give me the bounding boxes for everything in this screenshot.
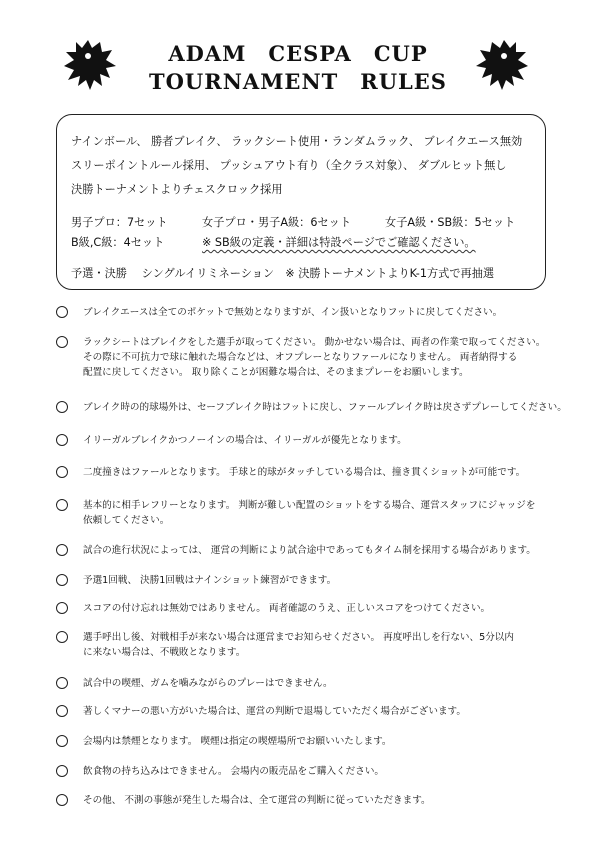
rule-text: 試合中の喫煙、ガムを噛みながらのプレーはできません。: [83, 678, 333, 689]
summary-box: [56, 114, 546, 290]
circle-bullet-icon: [56, 631, 68, 643]
rule-text: 基本的に相手レフリーとなります。 判断が難しい配置のショットをする場合、運営スタッフにジャッジを: [83, 500, 536, 511]
summary-line-2: スリーポイントルール採用、 プッシュアウト有り（全クラス対象）、 ダブルヒット無し: [71, 159, 507, 172]
rule-text: 予選1回戦、 決勝1回戦はナインショット練習ができます。: [83, 575, 337, 586]
circle-bullet-icon: [56, 466, 68, 478]
rule-text: ブレイクエースは全てのポケットで無効となりますが、イン扱いとなりフットに戻してください。: [83, 307, 503, 318]
circle-bullet-icon: [56, 677, 68, 689]
circle-bullet-icon: [56, 306, 68, 318]
rule-text: 飲食物の持ち込みはできません。 会場内の販売品をご購入ください。: [83, 766, 385, 777]
rule-text: 依頼してください。: [83, 515, 170, 526]
circle-bullet-icon: [56, 544, 68, 556]
format-line: 予選・決勝 シングルイリミネーション ※ 決勝トーナメントよりK-1方式で再抽選: [71, 267, 495, 280]
title-line-1: ADAM CESPA CUP: [168, 41, 428, 66]
heraldic-lion-icon: [474, 38, 530, 90]
circle-bullet-icon: [56, 705, 68, 717]
rule-text: ラックシートはブレイクをした選手が取ってください。 動かせない場合は、両者の作業で取ってください。: [83, 337, 546, 348]
rule-text: 試合の進行状況によっては、 運営の判断により試合途中であってもタイム制を採用する場合があります。: [83, 545, 536, 556]
sets-b-c: B級,C級：4セット: [71, 236, 165, 249]
circle-bullet-icon: [56, 794, 68, 806]
rule-text: に来ない場合は、不戦敗となります。: [83, 647, 246, 658]
rule-text: 会場内は禁煙となります。 喫煙は指定の喫煙場所でお願いいたします。: [83, 736, 392, 747]
rule-text: イリーガルブレイクかつノーインの場合は、イリーガルが優先となります。: [83, 435, 407, 446]
sets-men-pro: 男子プロ：7セット: [71, 216, 168, 229]
circle-bullet-icon: [56, 574, 68, 586]
circle-bullet-icon: [56, 765, 68, 777]
summary-line-3: 決勝トーナメントよりチェスクロック採用: [71, 183, 283, 196]
rule-text: その際に不可抗力で球に触れた場合などは、オフプレーとなりファールになりません。 両者納得する: [83, 352, 518, 363]
rule-text: 著しくマナーの悪い方がいた場合は、運営の判断で退場していただく場合がございます。: [83, 706, 466, 717]
sets-women-pro-men-a: 女子プロ・男子A級：6セット: [202, 216, 352, 229]
rule-text: 二度撞きはファールとなります。 手球と的球がタッチしている場合は、撞き貫くショットが可能です。: [83, 467, 526, 478]
circle-bullet-icon: [56, 735, 68, 747]
heraldic-lion-icon: [62, 38, 118, 90]
circle-bullet-icon: [56, 499, 68, 511]
sb-note: ※ SB級の定義・詳細は特設ページでご確認ください。: [202, 236, 476, 249]
circle-bullet-icon: [56, 401, 68, 413]
rule-text: その他、 不測の事態が発生した場合は、全て運営の判断に従っていただきます。: [83, 795, 431, 806]
rule-text: 選手呼出し後、対戦相手が来ない場合は運営までお知らせください。 再度呼出しを行ない、5分以内: [83, 632, 514, 643]
circle-bullet-icon: [56, 336, 68, 348]
circle-bullet-icon: [56, 434, 68, 446]
title-line-2: TOURNAMENT RULES: [149, 69, 447, 94]
summary-line-1: ナインボール、 勝者ブレイク、 ラックシート使用・ランダムラック、 ブレイクエース無効: [71, 135, 523, 148]
rule-text: スコアの付け忘れは無効ではありません。 両者確認のうえ、正しいスコアをつけてください。: [83, 603, 491, 614]
rule-text: 配置に戻してください。 取り除くことが困難な場合は、そのままプレーをお願いします。: [83, 367, 469, 378]
page-title: [120, 40, 476, 96]
circle-bullet-icon: [56, 602, 68, 614]
rule-text: ブレイク時の的球場外は、セーフブレイク時はフットに戻し、ファールブレイク時は戻さずプレーしてください。: [83, 402, 567, 413]
sets-women-a-sb: 女子A級・SB級：5セット: [385, 216, 516, 229]
